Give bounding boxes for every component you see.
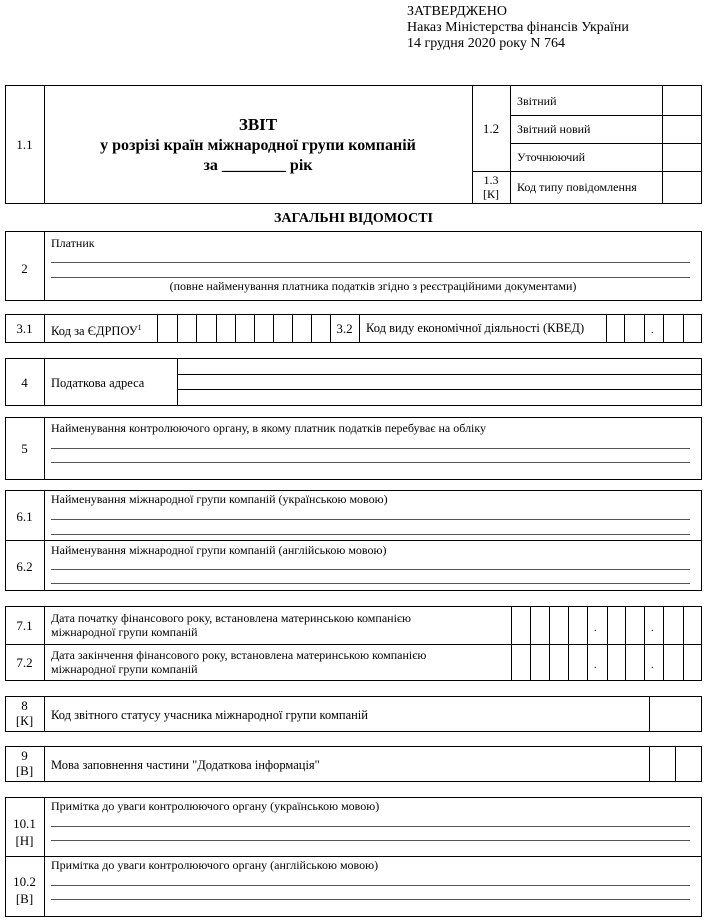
report-title: ЗВІТ [238,115,278,134]
field-number-2: 2 [21,261,28,276]
field-number-9-tag: [В] [15,763,34,778]
fiscal-start-date-cell[interactable] [550,607,568,643]
note-en-line-1[interactable] [51,885,690,886]
fiscal-start-date-cell[interactable] [664,607,683,643]
date-dot: . [651,623,654,634]
kved-digit-cell[interactable] [607,315,624,342]
divider [44,417,45,480]
edrpou-digit-cell[interactable] [293,315,311,342]
payer-hint: (повне найменування платника податків згідно з реєстраційними документами) [169,279,577,293]
kved-digit-cell[interactable] [664,315,683,342]
language-code-cell-1[interactable] [650,747,675,781]
kved-label: Код виду економічної діяльності (КВЕД) [366,321,585,335]
edrpou-digit-cell[interactable] [274,315,292,342]
authority-line-2[interactable] [51,462,690,463]
group-name-ua-line-1[interactable] [51,519,690,520]
fiscal-start-date-cell[interactable] [531,607,549,643]
fiscal-end-date-cell[interactable] [645,645,663,680]
address-field-line-1[interactable] [178,359,701,374]
fiscal-end-date-cell[interactable] [608,645,625,680]
field-number-3-2: 3.2 [336,321,353,336]
field-number-1-2: 1.2 [482,121,500,136]
field-number-7-2: 7.2 [16,655,33,670]
footnote-marker: 1 [137,323,142,332]
field-number-1-3 [472,173,510,201]
divider [44,358,45,406]
edrpou-label-text: Код за ЄДРПОУ [51,324,138,339]
address-field-line-2[interactable] [178,375,701,389]
language-label: Мова заповнення частини "Додаткова інформація" [51,758,320,772]
date-dot: . [651,660,654,671]
fiscal-end-date-cell[interactable] [512,645,530,680]
status-code-field[interactable] [650,697,701,731]
field-number-9-num: 9 [21,748,28,763]
edrpou-digit-cell[interactable] [158,315,177,342]
fiscal-end-date-cell[interactable] [664,645,683,680]
fiscal-end-date-cell[interactable] [588,645,607,680]
fiscal-start-date-cell[interactable] [608,607,625,643]
divider [44,746,45,782]
divider [44,696,45,732]
edrpou-digit-cell[interactable] [255,315,273,342]
edrpou-digit-cell[interactable] [178,315,196,342]
note-en-line-2[interactable] [51,899,690,900]
section-title: ЗАГАЛЬНІ ВІДОМОСТІ [274,211,433,226]
report-type-label: Звітний [517,94,557,108]
report-subtitle: у розрізі країн міжнародної групи компаній [100,137,416,154]
report-year-field[interactable]: за ________ рік [203,157,313,174]
kved-digit-cell[interactable] [684,315,701,342]
fiscal-end-date-cell[interactable] [531,645,549,680]
fiscal-start-date-cell[interactable] [626,607,644,643]
report-type-label: Уточнюючий [517,150,586,164]
note-en-label: Примітка до уваги контролюючого органу (англійською мовою) [51,858,379,872]
group-name-en-label: Найменування міжнародної групи компаній (англійською мовою) [51,543,387,557]
field-number-9 [5,748,44,778]
field-number-8-tag: [К] [15,713,34,728]
group-name-en-line-1[interactable] [51,569,690,570]
field-number-10-1-tag: [Н] [15,833,34,848]
field-number-10-2 [5,874,44,906]
fiscal-start-label-line-1: Дата початку фінансового року, встановлена материнською компанією [51,611,412,625]
note-ua-line-1[interactable] [51,826,690,827]
edrpou-label [51,321,142,338]
divider [44,797,45,917]
divider [701,644,702,681]
fiscal-start-date-cell[interactable] [569,607,587,643]
message-type-label: Код типу повідомлення [517,180,637,194]
approval-line-2: Наказ Міністерства фінансів України [407,20,629,35]
fiscal-start-date-cell[interactable] [588,607,607,643]
message-type-code-field[interactable] [663,172,701,203]
fiscal-start-date-cell[interactable] [684,607,701,643]
field-number-3-1: 3.1 [16,321,33,336]
fiscal-start-date-cell[interactable] [512,607,530,643]
report-type-checkbox-reporting[interactable] [663,86,701,115]
fiscal-end-date-cell[interactable] [550,645,568,680]
field-number-1-3-num: 1.3 [483,173,499,187]
date-dot: . [594,660,597,671]
field-number-10-1-num: 10.1 [13,816,36,831]
fiscal-end-label [51,648,426,676]
fiscal-end-label-line-2: міжнародної групи компаній [51,662,198,676]
field-number-6-2: 6.2 [16,559,33,574]
field-number-1-3-tag: [К] [483,187,499,201]
edrpou-digit-cell[interactable] [236,315,254,342]
field-number-10-2-num: 10.2 [13,874,36,889]
field-number-10-1 [5,816,44,848]
language-code-cell-2[interactable] [676,747,701,781]
kved-digit-cell[interactable] [625,315,644,342]
note-ua-line-2[interactable] [51,840,690,841]
field-number-6-1: 6.1 [16,509,33,524]
field-number-10-2-tag: [В] [15,891,34,906]
fiscal-end-date-cell[interactable] [626,645,644,680]
field-number-5: 5 [21,441,28,456]
authority-label: Найменування контролюючого органу, в якому платник податків перебуває на обліку [51,421,487,435]
address-label: Податкова адреса [51,376,145,390]
kved-digit-cell[interactable] [645,315,663,342]
edrpou-digit-cell[interactable] [312,315,330,342]
field-number-1-1: 1.1 [16,137,33,152]
report-type-checkbox-new-reporting[interactable] [663,116,701,143]
report-type-checkbox-clarifying[interactable] [663,144,701,171]
date-dot: . [594,623,597,634]
status-label: Код звітного статусу учасника міжнародної групи компаній [51,708,368,722]
fiscal-end-date-cell[interactable] [569,645,587,680]
divider [44,314,45,343]
field-number-4: 4 [21,375,28,390]
divider [5,856,702,857]
report-type-label: Звітний новий [517,122,591,136]
authority-line-1[interactable] [51,448,690,449]
approval-line-1: ЗАТВЕРДЖЕНО [407,4,507,19]
fiscal-start-label [51,611,411,639]
kved-dot: . [651,325,654,336]
note-ua-label: Примітка до уваги контролюючого органу (українською мовою) [51,799,380,813]
edrpou-digit-cell[interactable] [197,315,216,342]
group-name-ua-label: Найменування міжнародної групи компаній (українською мовою) [51,492,388,506]
divider [701,314,702,343]
divider [359,314,360,343]
group-name-en-line-2[interactable] [51,583,690,584]
payer-name-line-2[interactable] [51,277,690,278]
address-field-line-3[interactable] [178,390,701,405]
payer-label: Платник [51,236,95,250]
divider [510,85,511,204]
fiscal-end-date-cell[interactable] [684,645,701,680]
edrpou-digit-cell[interactable] [217,315,235,342]
fiscal-start-label-line-2: міжнародної групи компаній [51,625,198,639]
payer-name-line-1[interactable] [51,262,690,263]
field-number-7-1: 7.1 [16,618,33,633]
field-number-8 [5,698,44,728]
field-number-8-num: 8 [21,698,28,713]
group-name-ua-line-2[interactable] [51,534,690,535]
divider [701,606,702,644]
approval-line-3: 14 грудня 2020 року N 764 [407,36,565,51]
fiscal-end-label-line-1: Дата закінчення фінансового року, встановлена материнською компанією [51,648,427,662]
divider [5,540,702,541]
approval-stamp [407,4,629,52]
fiscal-start-date-cell[interactable] [645,607,663,643]
